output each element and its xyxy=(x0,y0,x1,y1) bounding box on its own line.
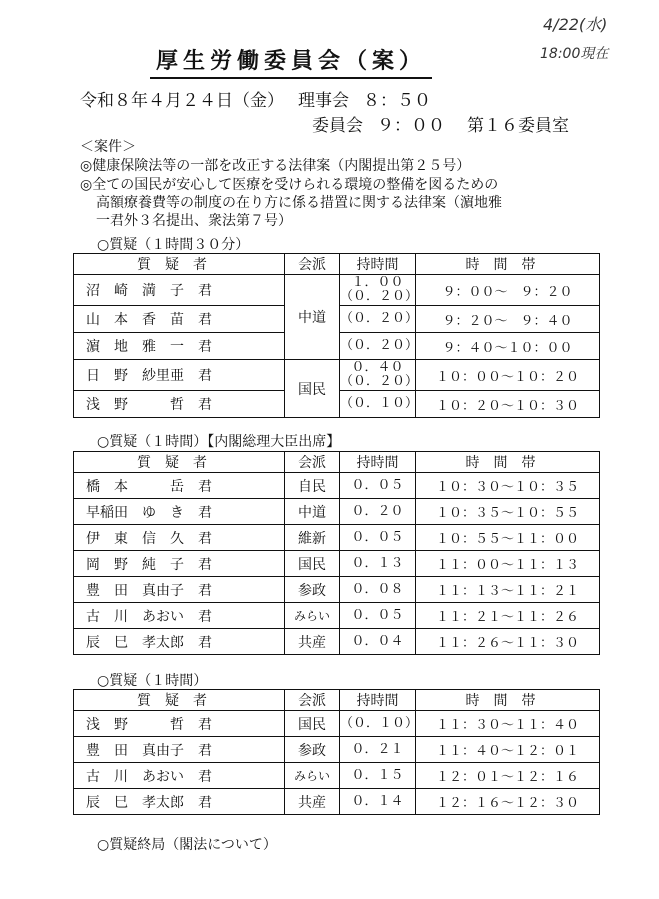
time-slot: １１：３０～１１：４０ xyxy=(416,711,600,737)
section-label: ○質疑（１時間３０分） xyxy=(97,237,250,253)
allotted-time: ０．１４ xyxy=(340,789,416,815)
questioner-name: 早稲田 ゆ き 君 xyxy=(86,504,212,521)
allotted-time: ０．２１ xyxy=(340,737,416,763)
table-row xyxy=(74,629,600,655)
party: 参政 xyxy=(285,577,340,603)
table-header xyxy=(74,452,600,473)
table-row xyxy=(74,763,600,789)
allotted-time: ０．０８ xyxy=(340,577,416,603)
allotted-time: １．００ xyxy=(351,275,404,290)
table-row xyxy=(74,577,600,603)
header-party: 会派 xyxy=(285,690,340,711)
table-header xyxy=(74,690,600,711)
handwritten-date: 4/22(水) xyxy=(543,15,608,34)
header-time: 持時間 xyxy=(340,452,416,473)
allotted-time-sub: （０．２０） xyxy=(340,374,419,389)
agenda-item-1: ◎健康保険法等の一部を改正する法律案（内閣提出第２５号） xyxy=(80,158,471,174)
schedule-table-1 xyxy=(73,253,600,418)
committee-line xyxy=(312,111,569,136)
party: 中道 xyxy=(285,499,340,525)
time-slot: １１：００～１１：１３ xyxy=(416,551,600,577)
agenda-item-2-line1: ◎全ての国民が安心して医療を受けられる環境の整備を図るための xyxy=(80,177,499,193)
time-slot: ９：４０～１０：００ xyxy=(416,333,600,360)
questioner-name: 浅 野 哲 君 xyxy=(86,716,212,733)
questioner-name: 豊 田 真由子 君 xyxy=(86,742,212,759)
allotted-time: ０．４０ xyxy=(351,360,404,375)
questioner-name: 浅 野 哲 君 xyxy=(86,397,212,413)
allotted-time: ０．２０ xyxy=(340,499,416,525)
questioner-name: 濵 地 雅 一 君 xyxy=(86,339,212,355)
time-slot: １０：３０～１０：３５ xyxy=(416,473,600,499)
table-row xyxy=(74,737,600,763)
committee-label: 委員会 xyxy=(312,116,363,136)
questioner-name: 古 川 あおい 君 xyxy=(86,768,212,785)
header-slot: 時間帯 xyxy=(416,452,600,473)
party: 自民 xyxy=(285,473,340,499)
time-slot: １１：１３～１１：２１ xyxy=(416,577,600,603)
questioner-name: 辰 巳 孝太郎 君 xyxy=(86,634,212,651)
allotted-time: ０．０５ xyxy=(340,473,416,499)
closing-note: ○質疑終局（閣法について） xyxy=(97,837,277,853)
agenda-item-2-line2: 高額療養費等の制度の在り方に係る措置に関する法律案（濵地雅 xyxy=(96,195,502,211)
agenda-item-2-line3: 一君外３名提出、衆法第７号） xyxy=(96,213,292,229)
questioner-name: 伊 東 信 久 君 xyxy=(86,530,212,547)
time-slot: １０：５５～１１：００ xyxy=(416,525,600,551)
header-party: 会派 xyxy=(285,254,340,275)
allotted-time: （０．１０） xyxy=(340,711,416,737)
allotted-time: （０．１０） xyxy=(340,391,416,418)
party: 維新 xyxy=(285,525,340,551)
header-slot: 時間帯 xyxy=(416,690,600,711)
section-label: ○質疑（１時間）【内閣総理大臣出席】 xyxy=(97,434,341,450)
questioner-name: 古 川 あおい 君 xyxy=(86,608,212,625)
time-slot: ９：２０～ ９：４０ xyxy=(416,306,600,333)
allotted-time: （０．２０） xyxy=(340,306,416,333)
page-title: 厚生労働委員会（案） xyxy=(150,44,432,79)
questioner-name: 橋 本 岳 君 xyxy=(86,478,212,495)
table-row xyxy=(74,275,600,306)
questioner-name: 辰 巳 孝太郎 君 xyxy=(86,794,212,811)
time-slot: ９：００～ ９：２０ xyxy=(416,275,600,306)
allotted-time-sub: （０．２０） xyxy=(340,289,419,304)
party: 中道 xyxy=(285,275,340,360)
time-slot: １１：４０～１２：０１ xyxy=(416,737,600,763)
allotted-time: ０．０５ xyxy=(340,525,416,551)
schedule-table-2 xyxy=(73,451,600,655)
table-row xyxy=(74,360,600,391)
allotted-time: ０．０５ xyxy=(340,603,416,629)
table-row xyxy=(74,711,600,737)
room: 第１６委員室 xyxy=(467,116,569,136)
allotted-time: ０．１５ xyxy=(340,763,416,789)
time-slot: １１：２６～１１：３０ xyxy=(416,629,600,655)
questioner-name: 山 本 香 苗 君 xyxy=(86,312,212,328)
header-name: 質疑者 xyxy=(74,452,285,473)
table-row xyxy=(74,603,600,629)
agenda-header: ＜案件＞ xyxy=(80,139,136,155)
schedule-table-3 xyxy=(73,689,600,815)
header-time: 持時間 xyxy=(340,690,416,711)
table-row xyxy=(74,525,600,551)
time-slot: １０：３５～１０：５５ xyxy=(416,499,600,525)
party: 国民 xyxy=(285,711,340,737)
date-line xyxy=(80,86,431,111)
board-time: ８：５０ xyxy=(363,91,431,111)
table-row xyxy=(74,473,600,499)
questioner-name: 豊 田 真由子 君 xyxy=(86,582,212,599)
party: 国民 xyxy=(285,360,340,418)
time-slot: １２：１６～１２：３０ xyxy=(416,789,600,815)
party: 国民 xyxy=(285,551,340,577)
time-slot: １２：０１～１２：１６ xyxy=(416,763,600,789)
meeting-date: 令和８年４月２４日（金） xyxy=(80,91,284,111)
committee-time: ９：００ xyxy=(377,116,445,136)
table-row xyxy=(74,551,600,577)
party: 共産 xyxy=(285,629,340,655)
time-slot: １０：００～１０：２０ xyxy=(416,360,600,391)
table-row xyxy=(74,499,600,525)
table-row xyxy=(74,789,600,815)
party: みらい xyxy=(285,603,340,629)
header-name: 質疑者 xyxy=(74,254,285,275)
allotted-time: ０．１３ xyxy=(340,551,416,577)
questioner-name: 沼 崎 満 子 君 xyxy=(86,283,212,299)
time-slot: １０：２０～１０：３０ xyxy=(416,391,600,418)
table-header xyxy=(74,254,600,275)
board-label: 理事会 xyxy=(298,91,349,111)
handwritten-time: 18:00現在 xyxy=(540,46,609,62)
time-slot: １１：２１～１１：２６ xyxy=(416,603,600,629)
header-time: 持時間 xyxy=(340,254,416,275)
party: 参政 xyxy=(285,737,340,763)
allotted-time: （０．２０） xyxy=(340,333,416,360)
header-slot: 時間帯 xyxy=(416,254,600,275)
questioner-name: 岡 野 純 子 君 xyxy=(86,556,212,573)
party: 共産 xyxy=(285,789,340,815)
allotted-time: ０．０４ xyxy=(340,629,416,655)
header-name: 質疑者 xyxy=(74,690,285,711)
section-label: ○質疑（１時間） xyxy=(97,673,208,689)
header-party: 会派 xyxy=(285,452,340,473)
party: みらい xyxy=(285,763,340,789)
questioner-name: 日 野 紗里亜 君 xyxy=(86,368,212,384)
